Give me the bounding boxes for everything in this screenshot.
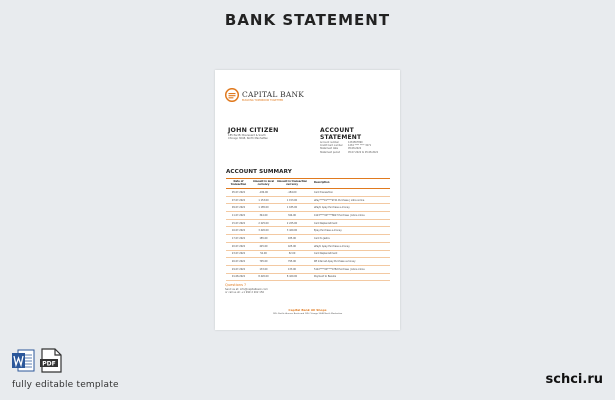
account-label: Credit Card number [320,144,343,148]
editable-template-label: fully editable template [12,380,119,390]
account-label: Statement date [320,147,338,151]
cell-date: 26.07.2022 [231,260,246,264]
account-value: 05.07.2022 to 05.08.2022 [348,150,379,154]
header-amount-local: Amount in local currency [252,179,275,186]
cell-date: 09.07.2022 [231,206,246,210]
cell-amount-local: 3 420.00 [258,229,269,233]
summary-table [226,178,390,281]
client-address-line1: 185 Pacific Boulevard & South [228,134,266,137]
header-amount-transaction: Amount in transaction currency [276,179,308,186]
cell-description: RE Internet Apay Purchase e-money [314,260,356,264]
bank-logo [225,87,304,106]
cell-amount-local: 795.00 [259,260,268,264]
cell-amount-local: 1 185.00 [258,206,269,210]
document-footer [215,308,400,316]
cell-amount-local: -184.00 [259,190,268,194]
cell-description: 4123****00****8627 Purchase | Libra online [314,213,365,217]
cell-description: Epay Purchase e-money [314,229,342,233]
cell-amount-local: 425.00 [259,244,268,248]
svg-text:PDF: PDF [42,360,56,368]
cell-amount-transaction: 185.00 [287,236,297,240]
cell-date: 15.07.2022 [231,221,246,225]
cell-amount-transaction: 8 420.00 [286,275,298,279]
pdf-doc-icon [40,348,63,373]
header-description: Description [314,181,330,185]
cell-amount-transaction: 3 420.00 [286,229,298,233]
cell-amount-transaction: 425.00 [287,244,297,248]
bank-logo-icon [225,87,239,106]
cell-amount-local: 2 225.00 [258,221,269,225]
cell-date: 29.07.2022 [231,267,246,271]
cell-amount-local: 185.00 [259,236,268,240]
footer-address: 185, Pacific Avenue Boulevard 185 Chicago 3048 North Manhattan [272,313,343,315]
cell-date: 11.07.2022 [231,213,246,217]
cell-amount-local: 52.00 [260,252,267,256]
header-date: Date of transaction [230,179,247,186]
word-doc-icon [12,348,35,373]
cell-amount-transaction: -184.00 [287,190,297,194]
contact-title: Questions ? [225,283,246,287]
cell-amount-transaction: 344.00 [287,213,297,217]
table-row [226,235,390,243]
cell-amount-transaction: 133.00 [287,267,297,271]
table-row [226,212,390,220]
cell-amount-local: 8 420.00 [258,275,269,279]
cell-date: 07.07.2022 [231,198,246,202]
table-row [226,274,390,282]
cell-description: ePayU Apay Purchase e-money [314,244,350,248]
table-row [226,204,390,212]
cell-description: Card to Jastra [314,236,330,240]
statement-document [215,70,400,330]
cell-description: 5122****00****4782 Purchase | Libra online [314,267,365,271]
cell-date: 23.07.2022 [231,252,246,256]
table-row [226,189,390,197]
table-row [226,227,390,235]
cell-description: Card Replenishment [314,221,338,225]
table-row [226,243,390,251]
table-row [226,251,390,259]
account-value: 1234 **** **** 3271 [348,144,372,148]
format-icons [12,348,63,373]
table-row [226,258,390,266]
table-row [226,266,390,274]
account-value: 1234567890 [348,141,363,144]
cell-date: 16.07.2022 [231,229,246,233]
site-watermark: schci.ru [545,372,603,387]
cell-date: 05.07.2022 [231,190,246,194]
table-row [226,197,390,205]
account-row [320,151,395,154]
cell-amount-local: 344.00 [259,213,268,217]
cell-description: Card transaction [314,190,334,194]
page-title: BANK STATEMENT [224,11,391,29]
table-header [226,178,390,189]
cell-amount-transaction: 2 225.00 [286,221,298,225]
client-name: JOHN CITIZEN [228,127,279,134]
cell-amount-transaction: 52.00 [288,252,296,256]
cell-description: ePay****01****9741 Purchase | Libra online [314,198,365,202]
cell-amount-local: 133.00 [259,267,268,271]
account-label: Account number [320,141,339,144]
bank-name: CAPITAL BANK [242,90,305,99]
client-block [228,127,313,141]
client-address-line2: Chicago 3048, North Manhattan [228,137,269,141]
contact-phone: or call us at: +1 999 2 202 150 [225,291,265,295]
cell-amount-local: 1 153.00 [258,198,269,202]
table-row [226,220,390,228]
contact-email: Send us at: info@capitalbank.com [225,288,268,291]
account-title: ACCOUNT STATEMENT [320,127,362,141]
cell-description: ePayU Apay Purchase e-money [314,206,350,210]
cell-date: 20.07.2022 [231,244,246,248]
cell-description: Payment to Beneta [314,275,336,279]
account-block [320,127,395,154]
cell-date: 17.07.2022 [231,236,246,240]
footer-name: Capital Bank All Shops [288,308,327,312]
bank-tagline: BUILDING TOMORROW TOGETHER [242,99,284,102]
cell-amount-transaction: 1 185.00 [286,206,298,210]
account-value: 05.08.2022 [348,147,362,151]
cell-date: 01.08.2022 [231,275,246,279]
contact-block [225,283,268,295]
account-label: Statement period [320,150,341,154]
cell-amount-transaction: 1 153.00 [286,198,298,202]
cell-description: Card Replenishment [314,252,338,256]
cell-amount-transaction: 795.00 [287,260,297,264]
summary-title: ACCOUNT SUMMARY [226,169,292,175]
